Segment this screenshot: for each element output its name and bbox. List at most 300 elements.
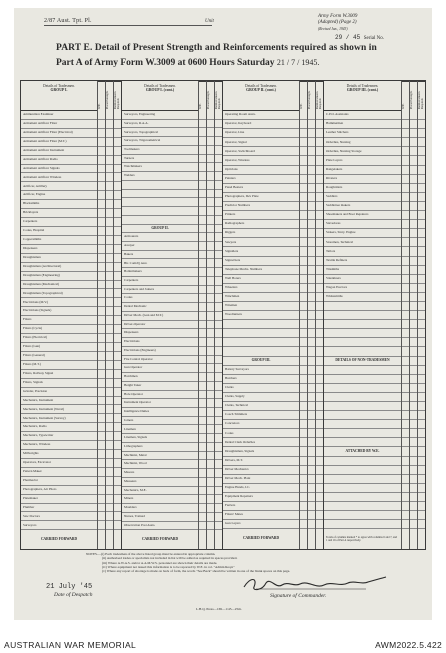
numeric-cell[interactable] — [106, 343, 113, 352]
numeric-cell[interactable] — [402, 457, 409, 466]
numeric-cell[interactable] — [98, 486, 105, 495]
numeric-cell[interactable] — [402, 293, 409, 302]
numeric-cell[interactable] — [207, 146, 214, 155]
numeric-cell[interactable] — [215, 128, 222, 137]
numeric-cell[interactable] — [418, 284, 425, 293]
numeric-cell[interactable] — [114, 459, 121, 468]
numeric-cell[interactable] — [98, 281, 105, 290]
numeric-cell[interactable] — [98, 272, 105, 281]
numeric-cell[interactable] — [199, 111, 206, 120]
numeric-cell[interactable] — [114, 307, 121, 316]
numeric-cell[interactable] — [402, 302, 409, 311]
numeric-cell[interactable] — [410, 466, 417, 475]
numeric-cell[interactable] — [418, 447, 425, 456]
numeric-cell[interactable] — [300, 457, 307, 466]
numeric-cell[interactable] — [410, 275, 417, 284]
numeric-cell[interactable] — [215, 181, 222, 190]
numeric-cell[interactable] — [207, 312, 214, 321]
numeric-cell[interactable] — [418, 120, 425, 129]
numeric-cell[interactable] — [308, 111, 315, 120]
numeric-cell[interactable] — [300, 402, 307, 411]
numeric-cell[interactable] — [410, 429, 417, 438]
numeric-cell[interactable] — [106, 298, 113, 307]
numeric-cell[interactable] — [114, 227, 121, 236]
numeric-cell[interactable] — [308, 257, 315, 266]
numeric-cell[interactable] — [98, 200, 105, 209]
numeric-cell[interactable] — [308, 266, 315, 275]
numeric-cell[interactable] — [207, 172, 214, 181]
numeric-cell[interactable] — [418, 220, 425, 229]
numeric-cell[interactable] — [207, 391, 214, 400]
numeric-cell[interactable] — [410, 457, 417, 466]
numeric-cell[interactable] — [300, 329, 307, 338]
numeric-cell[interactable] — [207, 207, 214, 216]
numeric-cell[interactable] — [418, 475, 425, 484]
numeric-cell[interactable] — [207, 399, 214, 408]
numeric-cell[interactable] — [308, 293, 315, 302]
numeric-cell[interactable] — [402, 220, 409, 229]
numeric-cell[interactable] — [308, 220, 315, 229]
numeric-cell[interactable] — [215, 242, 222, 251]
numeric-cell[interactable] — [98, 468, 105, 477]
numeric-cell[interactable] — [114, 272, 121, 281]
numeric-cell[interactable] — [106, 138, 113, 147]
numeric-cell[interactable] — [114, 129, 121, 138]
numeric-cell[interactable] — [199, 120, 206, 129]
numeric-cell[interactable] — [402, 120, 409, 129]
numeric-cell[interactable] — [106, 504, 113, 513]
numeric-cell[interactable] — [418, 247, 425, 256]
numeric-cell[interactable] — [114, 397, 121, 406]
numeric-cell[interactable] — [316, 275, 323, 284]
numeric-cell[interactable] — [215, 329, 222, 338]
numeric-cell[interactable] — [199, 259, 206, 268]
numeric-cell[interactable] — [402, 147, 409, 156]
numeric-cell[interactable] — [402, 493, 409, 502]
numeric-cell[interactable] — [308, 311, 315, 320]
numeric-cell[interactable] — [215, 111, 222, 120]
numeric-cell[interactable] — [402, 238, 409, 247]
numeric-cell[interactable] — [98, 477, 105, 486]
numeric-cell[interactable] — [207, 460, 214, 469]
numeric-cell[interactable] — [410, 393, 417, 402]
numeric-cell[interactable] — [308, 247, 315, 256]
numeric-cell[interactable] — [316, 438, 323, 447]
numeric-cell[interactable] — [308, 511, 315, 520]
numeric-cell[interactable] — [106, 147, 113, 156]
numeric-cell[interactable] — [308, 438, 315, 447]
numeric-cell[interactable] — [410, 347, 417, 356]
numeric-cell[interactable] — [207, 338, 214, 347]
numeric-cell[interactable] — [106, 423, 113, 432]
numeric-cell[interactable] — [300, 320, 307, 329]
numeric-cell[interactable] — [207, 163, 214, 172]
numeric-cell[interactable] — [410, 247, 417, 256]
numeric-cell[interactable] — [316, 393, 323, 402]
numeric-cell[interactable] — [199, 373, 206, 382]
numeric-cell[interactable] — [215, 452, 222, 461]
numeric-cell[interactable] — [98, 370, 105, 379]
numeric-cell[interactable] — [114, 316, 121, 325]
numeric-cell[interactable] — [300, 202, 307, 211]
numeric-cell[interactable] — [418, 193, 425, 202]
numeric-cell[interactable] — [199, 460, 206, 469]
numeric-cell[interactable] — [98, 245, 105, 254]
numeric-cell[interactable] — [308, 147, 315, 156]
numeric-cell[interactable] — [316, 111, 323, 120]
numeric-cell[interactable] — [418, 484, 425, 493]
numeric-cell[interactable] — [199, 399, 206, 408]
numeric-cell[interactable] — [98, 512, 105, 521]
numeric-cell[interactable] — [199, 425, 206, 434]
numeric-cell[interactable] — [98, 254, 105, 263]
numeric-cell[interactable] — [300, 184, 307, 193]
numeric-cell[interactable] — [106, 263, 113, 272]
numeric-cell[interactable] — [106, 200, 113, 209]
numeric-cell[interactable] — [207, 216, 214, 225]
numeric-cell[interactable] — [316, 347, 323, 356]
numeric-cell[interactable] — [215, 391, 222, 400]
numeric-cell[interactable] — [106, 156, 113, 165]
numeric-cell[interactable] — [207, 478, 214, 487]
numeric-cell[interactable] — [410, 475, 417, 484]
numeric-cell[interactable] — [402, 420, 409, 429]
numeric-cell[interactable] — [402, 175, 409, 184]
numeric-cell[interactable] — [215, 120, 222, 129]
numeric-cell[interactable] — [114, 254, 121, 263]
numeric-cell[interactable] — [207, 364, 214, 373]
numeric-cell[interactable] — [308, 184, 315, 193]
numeric-cell[interactable] — [410, 238, 417, 247]
numeric-cell[interactable] — [418, 275, 425, 284]
numeric-cell[interactable] — [199, 347, 206, 356]
numeric-cell[interactable] — [106, 209, 113, 218]
numeric-cell[interactable] — [98, 218, 105, 227]
numeric-cell[interactable] — [114, 388, 121, 397]
numeric-cell[interactable] — [418, 229, 425, 238]
numeric-cell[interactable] — [402, 229, 409, 238]
numeric-cell[interactable] — [199, 172, 206, 181]
numeric-cell[interactable] — [106, 397, 113, 406]
numeric-cell[interactable] — [98, 289, 105, 298]
numeric-cell[interactable] — [300, 111, 307, 120]
numeric-cell[interactable] — [106, 316, 113, 325]
numeric-cell[interactable] — [106, 414, 113, 423]
numeric-cell[interactable] — [316, 466, 323, 475]
numeric-cell[interactable] — [402, 211, 409, 220]
numeric-cell[interactable] — [316, 493, 323, 502]
numeric-cell[interactable] — [199, 312, 206, 321]
numeric-cell[interactable] — [106, 182, 113, 191]
numeric-cell[interactable] — [199, 504, 206, 513]
numeric-cell[interactable] — [410, 375, 417, 384]
numeric-cell[interactable] — [215, 425, 222, 434]
numeric-cell[interactable] — [215, 163, 222, 172]
numeric-cell[interactable] — [300, 147, 307, 156]
numeric-cell[interactable] — [316, 220, 323, 229]
numeric-cell[interactable] — [98, 165, 105, 174]
numeric-cell[interactable] — [114, 298, 121, 307]
numeric-cell[interactable] — [106, 245, 113, 254]
numeric-cell[interactable] — [308, 357, 315, 366]
numeric-cell[interactable] — [98, 129, 105, 138]
numeric-cell[interactable] — [418, 402, 425, 411]
numeric-cell[interactable] — [316, 284, 323, 293]
numeric-cell[interactable] — [199, 216, 206, 225]
numeric-total-cell[interactable] — [207, 530, 214, 549]
numeric-cell[interactable] — [402, 438, 409, 447]
numeric-cell[interactable] — [418, 384, 425, 393]
numeric-cell[interactable] — [402, 202, 409, 211]
numeric-cell[interactable] — [308, 156, 315, 165]
numeric-cell[interactable] — [106, 165, 113, 174]
numeric-cell[interactable] — [410, 120, 417, 129]
numeric-cell[interactable] — [418, 357, 425, 366]
numeric-cell[interactable] — [418, 257, 425, 266]
numeric-cell[interactable] — [106, 405, 113, 414]
numeric-cell[interactable] — [199, 163, 206, 172]
numeric-cell[interactable] — [300, 284, 307, 293]
numeric-cell[interactable] — [300, 429, 307, 438]
numeric-cell[interactable] — [402, 138, 409, 147]
numeric-cell[interactable] — [98, 397, 105, 406]
numeric-cell[interactable] — [418, 320, 425, 329]
numeric-cell[interactable] — [98, 120, 105, 129]
numeric-cell[interactable] — [300, 193, 307, 202]
numeric-total-cell[interactable] — [215, 530, 222, 549]
numeric-cell[interactable] — [114, 111, 121, 120]
numeric-cell[interactable] — [316, 411, 323, 420]
numeric-cell[interactable] — [98, 138, 105, 147]
numeric-cell[interactable] — [402, 184, 409, 193]
numeric-cell[interactable] — [316, 520, 323, 529]
numeric-cell[interactable] — [316, 484, 323, 493]
numeric-cell[interactable] — [207, 294, 214, 303]
numeric-cell[interactable] — [114, 450, 121, 459]
numeric-cell[interactable] — [106, 173, 113, 182]
numeric-cell[interactable] — [207, 181, 214, 190]
numeric-cell[interactable] — [106, 361, 113, 370]
numeric-cell[interactable] — [402, 511, 409, 520]
numeric-cell[interactable] — [114, 200, 121, 209]
numeric-cell[interactable] — [316, 266, 323, 275]
numeric-cell[interactable] — [418, 338, 425, 347]
numeric-cell[interactable] — [98, 182, 105, 191]
numeric-cell[interactable] — [98, 173, 105, 182]
numeric-cell[interactable] — [410, 511, 417, 520]
numeric-cell[interactable] — [199, 225, 206, 234]
numeric-cell[interactable] — [402, 347, 409, 356]
numeric-cell[interactable] — [207, 111, 214, 120]
numeric-cell[interactable] — [308, 384, 315, 393]
numeric-cell[interactable] — [98, 414, 105, 423]
numeric-cell[interactable] — [300, 357, 307, 366]
numeric-cell[interactable] — [207, 408, 214, 417]
numeric-cell[interactable] — [215, 373, 222, 382]
numeric-cell[interactable] — [418, 129, 425, 138]
numeric-cell[interactable] — [316, 320, 323, 329]
numeric-cell[interactable] — [215, 522, 222, 531]
numeric-cell[interactable] — [98, 459, 105, 468]
numeric-cell[interactable] — [215, 513, 222, 522]
numeric-cell[interactable] — [114, 486, 121, 495]
numeric-cell[interactable] — [418, 411, 425, 420]
numeric-cell[interactable] — [98, 343, 105, 352]
numeric-cell[interactable] — [418, 493, 425, 502]
numeric-cell[interactable] — [402, 266, 409, 275]
numeric-cell[interactable] — [418, 156, 425, 165]
numeric-cell[interactable] — [308, 275, 315, 284]
numeric-total-cell[interactable] — [106, 530, 113, 549]
numeric-cell[interactable] — [402, 111, 409, 120]
numeric-cell[interactable] — [402, 338, 409, 347]
numeric-cell[interactable] — [106, 441, 113, 450]
numeric-cell[interactable] — [199, 329, 206, 338]
numeric-cell[interactable] — [308, 429, 315, 438]
numeric-cell[interactable] — [207, 242, 214, 251]
numeric-cell[interactable] — [207, 233, 214, 242]
numeric-cell[interactable] — [410, 156, 417, 165]
numeric-cell[interactable] — [410, 420, 417, 429]
numeric-cell[interactable] — [316, 129, 323, 138]
numeric-cell[interactable] — [410, 493, 417, 502]
numeric-cell[interactable] — [199, 181, 206, 190]
numeric-cell[interactable] — [215, 259, 222, 268]
numeric-cell[interactable] — [114, 147, 121, 156]
numeric-cell[interactable] — [300, 211, 307, 220]
numeric-total-cell[interactable] — [308, 529, 315, 548]
numeric-cell[interactable] — [410, 193, 417, 202]
numeric-cell[interactable] — [308, 166, 315, 175]
numeric-cell[interactable] — [308, 447, 315, 456]
numeric-cell[interactable] — [207, 417, 214, 426]
numeric-cell[interactable] — [402, 275, 409, 284]
numeric-cell[interactable] — [410, 302, 417, 311]
numeric-cell[interactable] — [316, 302, 323, 311]
numeric-cell[interactable] — [300, 293, 307, 302]
numeric-cell[interactable] — [106, 370, 113, 379]
numeric-cell[interactable] — [114, 432, 121, 441]
numeric-cell[interactable] — [114, 182, 121, 191]
numeric-cell[interactable] — [402, 357, 409, 366]
numeric-cell[interactable] — [106, 307, 113, 316]
numeric-cell[interactable] — [300, 411, 307, 420]
numeric-cell[interactable] — [199, 356, 206, 365]
numeric-cell[interactable] — [106, 272, 113, 281]
numeric-cell[interactable] — [106, 218, 113, 227]
numeric-cell[interactable] — [114, 156, 121, 165]
numeric-cell[interactable] — [316, 166, 323, 175]
numeric-cell[interactable] — [402, 156, 409, 165]
numeric-cell[interactable] — [98, 307, 105, 316]
numeric-cell[interactable] — [207, 303, 214, 312]
numeric-cell[interactable] — [215, 312, 222, 321]
numeric-cell[interactable] — [300, 338, 307, 347]
numeric-cell[interactable] — [300, 311, 307, 320]
numeric-cell[interactable] — [114, 236, 121, 245]
numeric-cell[interactable] — [114, 325, 121, 334]
numeric-cell[interactable] — [402, 411, 409, 420]
numeric-cell[interactable] — [410, 229, 417, 238]
numeric-cell[interactable] — [402, 520, 409, 529]
numeric-cell[interactable] — [300, 375, 307, 384]
numeric-cell[interactable] — [308, 484, 315, 493]
numeric-cell[interactable] — [316, 402, 323, 411]
numeric-cell[interactable] — [300, 484, 307, 493]
numeric-cell[interactable] — [308, 520, 315, 529]
numeric-cell[interactable] — [410, 166, 417, 175]
numeric-cell[interactable] — [410, 129, 417, 138]
numeric-cell[interactable] — [418, 166, 425, 175]
numeric-cell[interactable] — [106, 388, 113, 397]
numeric-cell[interactable] — [114, 352, 121, 361]
numeric-cell[interactable] — [402, 393, 409, 402]
numeric-cell[interactable] — [215, 233, 222, 242]
numeric-cell[interactable] — [215, 137, 222, 146]
numeric-cell[interactable] — [402, 257, 409, 266]
numeric-cell[interactable] — [300, 138, 307, 147]
numeric-cell[interactable] — [207, 443, 214, 452]
numeric-cell[interactable] — [207, 487, 214, 496]
numeric-cell[interactable] — [207, 155, 214, 164]
numeric-cell[interactable] — [215, 434, 222, 443]
numeric-cell[interactable] — [199, 303, 206, 312]
numeric-total-cell[interactable] — [410, 529, 417, 548]
numeric-cell[interactable] — [308, 338, 315, 347]
numeric-cell[interactable] — [410, 411, 417, 420]
numeric-cell[interactable] — [106, 495, 113, 504]
numeric-cell[interactable] — [114, 477, 121, 486]
numeric-cell[interactable] — [300, 475, 307, 484]
numeric-cell[interactable] — [308, 120, 315, 129]
numeric-cell[interactable] — [300, 302, 307, 311]
numeric-cell[interactable] — [410, 284, 417, 293]
numeric-cell[interactable] — [114, 173, 121, 182]
numeric-cell[interactable] — [199, 294, 206, 303]
numeric-cell[interactable] — [402, 320, 409, 329]
numeric-cell[interactable] — [215, 321, 222, 330]
numeric-cell[interactable] — [410, 220, 417, 229]
numeric-cell[interactable] — [215, 172, 222, 181]
numeric-cell[interactable] — [300, 438, 307, 447]
numeric-cell[interactable] — [215, 478, 222, 487]
numeric-cell[interactable] — [316, 202, 323, 211]
numeric-cell[interactable] — [410, 502, 417, 511]
numeric-cell[interactable] — [98, 156, 105, 165]
numeric-cell[interactable] — [215, 417, 222, 426]
numeric-cell[interactable] — [114, 423, 121, 432]
numeric-cell[interactable] — [418, 311, 425, 320]
numeric-cell[interactable] — [418, 302, 425, 311]
numeric-cell[interactable] — [410, 438, 417, 447]
numeric-cell[interactable] — [114, 512, 121, 521]
numeric-cell[interactable] — [215, 347, 222, 356]
numeric-cell[interactable] — [114, 120, 121, 129]
numeric-cell[interactable] — [316, 120, 323, 129]
numeric-cell[interactable] — [207, 425, 214, 434]
numeric-cell[interactable] — [300, 384, 307, 393]
numeric-cell[interactable] — [316, 311, 323, 320]
numeric-cell[interactable] — [199, 137, 206, 146]
numeric-cell[interactable] — [98, 316, 105, 325]
numeric-cell[interactable] — [300, 229, 307, 238]
numeric-cell[interactable] — [402, 366, 409, 375]
numeric-cell[interactable] — [418, 202, 425, 211]
numeric-cell[interactable] — [308, 193, 315, 202]
numeric-cell[interactable] — [215, 146, 222, 155]
numeric-cell[interactable] — [300, 275, 307, 284]
numeric-cell[interactable] — [114, 495, 121, 504]
